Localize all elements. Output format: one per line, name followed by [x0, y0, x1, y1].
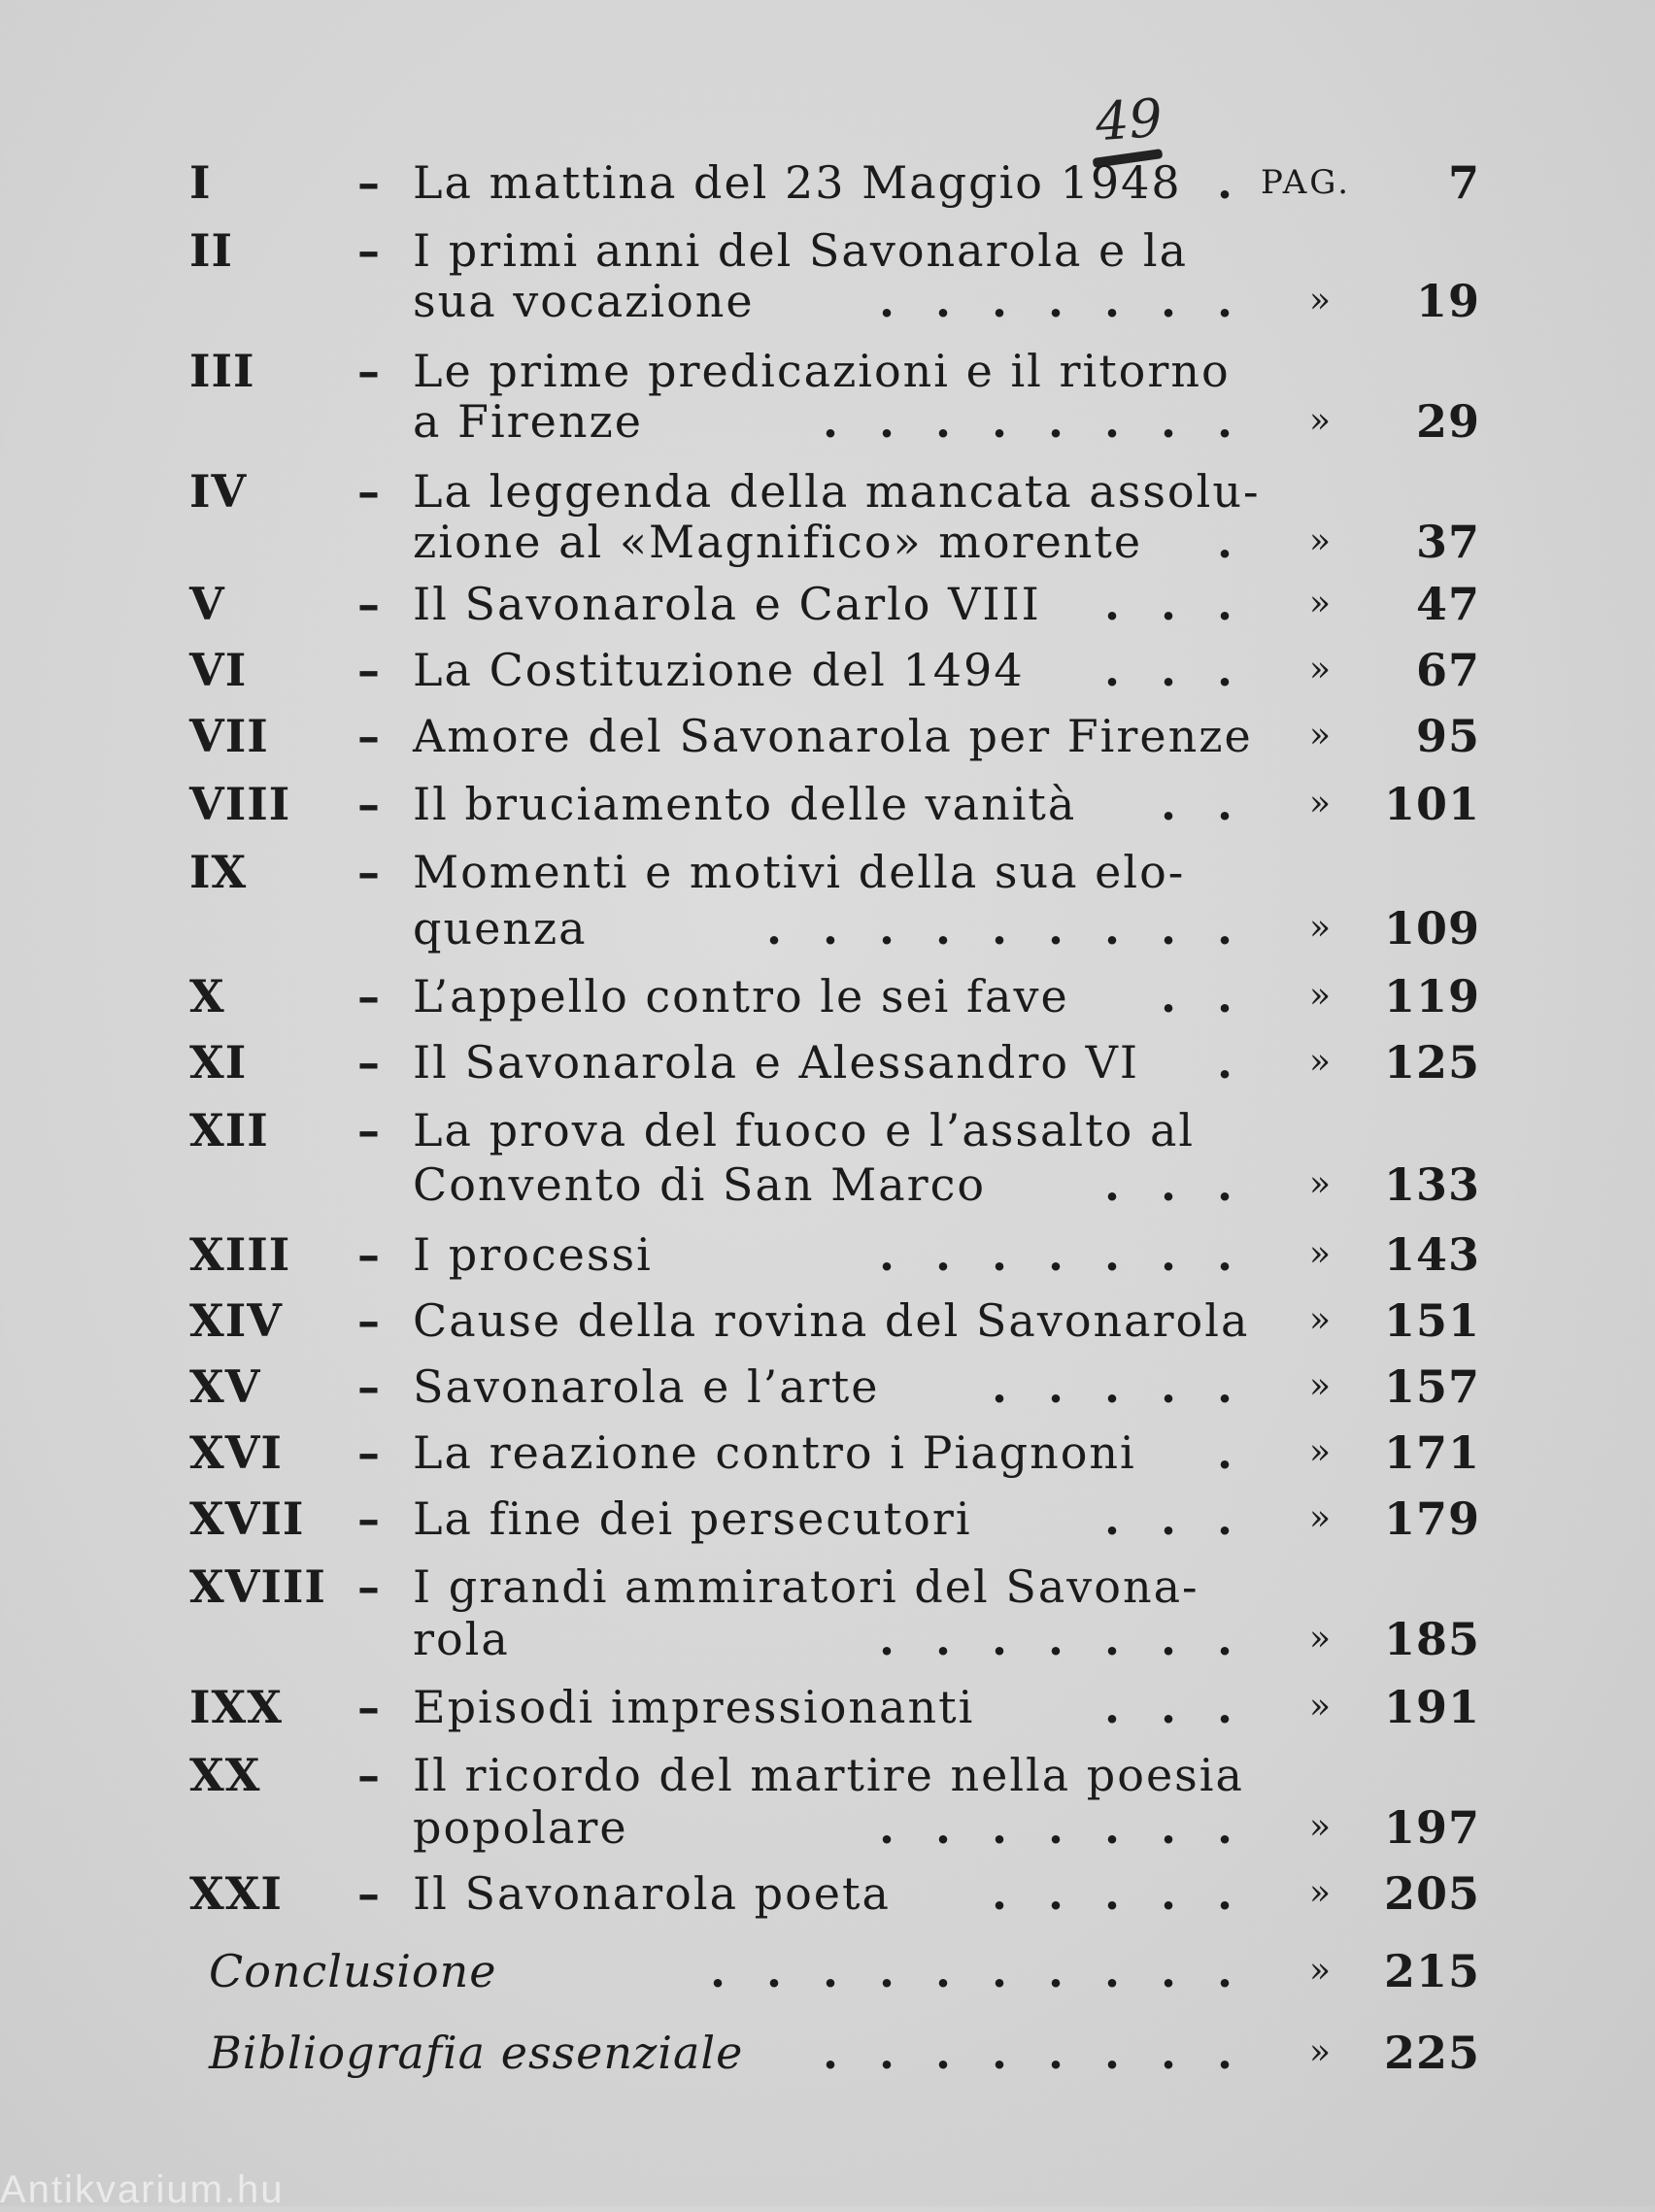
- chapter-number: XV: [189, 1360, 261, 1413]
- toc-entry: [0, 1678, 1655, 1736]
- leader-dots: . . . . . . .: [878, 1613, 1233, 1665]
- leader-dots: . . . . .: [991, 1867, 1233, 1920]
- ditto-mark: »: [1309, 2032, 1332, 2072]
- ditto-mark: »: [1309, 716, 1332, 755]
- page-number: 119: [1383, 970, 1480, 1022]
- dash-separator: –: [357, 1360, 380, 1413]
- toc-entry: [0, 843, 1655, 901]
- back-matter-entry: [0, 1942, 1655, 2000]
- chapter-title: quenza: [413, 902, 588, 955]
- page-number: 109: [1383, 902, 1480, 955]
- page-number: 151: [1383, 1294, 1480, 1347]
- toc-entry: [0, 1746, 1655, 1804]
- page-number: 157: [1383, 1360, 1480, 1413]
- chapter-number: VIII: [189, 778, 291, 830]
- chapter-title: Savonarola e l’arte: [413, 1360, 880, 1413]
- page-number: 197: [1383, 1801, 1480, 1854]
- chapter-number: XIII: [189, 1228, 291, 1281]
- dash-separator: –: [357, 970, 380, 1022]
- dash-separator: –: [357, 846, 380, 898]
- leader-dots: . . . . .: [991, 1360, 1233, 1413]
- back-matter-title: Conclusione: [209, 1945, 497, 1997]
- dash-separator: –: [357, 1036, 380, 1089]
- chapter-number: XIV: [189, 1294, 283, 1347]
- ditto-mark: »: [1309, 1687, 1332, 1726]
- chapter-number: XVI: [189, 1426, 283, 1479]
- chapter-title: I primi anni del Savonarola e la: [413, 224, 1189, 277]
- toc-entry: [0, 1225, 1655, 1284]
- ditto-mark: »: [1309, 1432, 1332, 1472]
- toc-entry: [0, 1490, 1655, 1548]
- toc-entry: [0, 707, 1655, 765]
- chapter-title: sua vocazione: [413, 275, 755, 327]
- dash-separator: –: [357, 1228, 380, 1281]
- chapter-number: IXX: [189, 1681, 283, 1733]
- toc-entry: [0, 1864, 1655, 1923]
- chapter-title: Amore del Savonarola per Firenze: [413, 710, 1253, 762]
- chapter-number: XXI: [189, 1867, 283, 1920]
- ditto-mark: »: [1309, 1951, 1332, 1991]
- page-number: 19: [1415, 275, 1480, 327]
- chapter-number: IX: [189, 846, 248, 898]
- toc-entry: [0, 1558, 1655, 1616]
- leader-dots: .: [1216, 156, 1233, 209]
- chapter-title: La leggenda della mancata assolu-: [413, 465, 1261, 518]
- toc-entry: [0, 153, 1655, 212]
- leader-dots: . . . . . . . .: [822, 395, 1233, 448]
- toc-entry: [0, 221, 1655, 280]
- leader-dots: . . .: [1103, 578, 1233, 630]
- chapter-title: L’appello contro le sei fave: [413, 970, 1069, 1022]
- chapter-title: Momenti e motivi della sua elo-: [413, 846, 1186, 898]
- ditto-mark: »: [1309, 1498, 1332, 1538]
- leader-dots: .: [1216, 1426, 1233, 1479]
- chapter-title: Le prime predicazioni e il ritorno: [413, 345, 1231, 397]
- leader-dots: . . . . . . . . . .: [709, 1945, 1233, 1997]
- toc-entry: [0, 1101, 1655, 1159]
- chapter-title: a Firenze: [413, 395, 643, 448]
- dash-separator: –: [357, 778, 380, 830]
- leader-dots: . . . . . . . . .: [765, 902, 1233, 955]
- ditto-mark: »: [1309, 976, 1332, 1016]
- chapter-number: X: [189, 970, 225, 1022]
- dash-separator: –: [357, 1426, 380, 1479]
- chapter-number: III: [189, 345, 255, 397]
- page-number: 101: [1383, 778, 1480, 830]
- page-number: 143: [1383, 1228, 1480, 1281]
- dash-separator: –: [357, 156, 380, 209]
- chapter-title: Convento di San Marco: [413, 1158, 987, 1211]
- chapter-number: XVII: [189, 1492, 305, 1545]
- chapter-title: Il bruciamento delle vanità: [413, 778, 1077, 830]
- ditto-mark: »: [1309, 521, 1332, 561]
- page-number: 179: [1383, 1492, 1480, 1545]
- page-number: 67: [1415, 644, 1480, 696]
- toc-entry-continuation: [0, 1610, 1655, 1668]
- chapter-number: V: [189, 578, 225, 630]
- page-number: 171: [1383, 1426, 1480, 1479]
- toc-entry: [0, 967, 1655, 1025]
- chapter-number: IV: [189, 465, 248, 518]
- chapter-number: VII: [189, 710, 269, 762]
- dash-separator: –: [357, 345, 380, 397]
- page-number: 133: [1383, 1158, 1480, 1211]
- dash-separator: –: [357, 224, 380, 277]
- chapter-title: popolare: [413, 1801, 628, 1854]
- toc-entry: [0, 1424, 1655, 1482]
- ditto-mark: »: [1309, 1873, 1332, 1913]
- ditto-mark: »: [1309, 650, 1332, 689]
- page-number: 95: [1415, 710, 1480, 762]
- leader-dots: . . .: [1103, 1681, 1233, 1733]
- page-number: 47: [1415, 578, 1480, 630]
- chapter-number: XX: [189, 1749, 261, 1801]
- dash-separator: –: [357, 465, 380, 518]
- dash-separator: –: [357, 1560, 380, 1613]
- page-number: 7: [1447, 156, 1480, 209]
- chapter-title: La prova del fuoco e l’assalto al: [413, 1104, 1196, 1156]
- dash-separator: –: [357, 644, 380, 696]
- chapter-number: XI: [189, 1036, 248, 1089]
- page-number: 225: [1383, 2027, 1480, 2079]
- ditto-mark: »: [1309, 1807, 1332, 1847]
- chapter-title: zione al «Magnifico» morente: [413, 516, 1143, 568]
- chapter-title: rola: [413, 1613, 510, 1665]
- leader-dots: . .: [1160, 970, 1233, 1022]
- dash-separator: –: [357, 1867, 380, 1920]
- chapter-number: XVIII: [189, 1560, 326, 1613]
- chapter-title: La fine dei persecutori: [413, 1492, 972, 1545]
- toc-entry-continuation: [0, 899, 1655, 957]
- ditto-mark: »: [1309, 1300, 1332, 1340]
- ditto-mark: »: [1309, 401, 1332, 441]
- chapter-title: Il ricordo del martire nella poesia: [413, 1749, 1244, 1801]
- dash-separator: –: [357, 710, 380, 762]
- toc-entry-continuation: [0, 1798, 1655, 1857]
- leader-dots: . . . . . . .: [878, 275, 1233, 327]
- leader-dots: .: [1216, 516, 1233, 568]
- leader-dots: . . .: [1103, 1158, 1233, 1211]
- pag-label: PAG.: [1261, 163, 1352, 202]
- leader-dots: .: [1216, 1036, 1233, 1089]
- toc-entry: [0, 1291, 1655, 1350]
- chapter-title: La reazione contro i Piagnoni: [413, 1426, 1136, 1479]
- chapter-title: Il Savonarola poeta: [413, 1867, 891, 1920]
- ditto-mark: »: [1309, 1164, 1332, 1204]
- ditto-mark: »: [1309, 281, 1332, 320]
- toc-entry: [0, 641, 1655, 699]
- ditto-mark: »: [1309, 1366, 1332, 1406]
- dash-separator: –: [357, 578, 380, 630]
- dash-separator: –: [357, 1294, 380, 1347]
- toc-entry: [0, 1033, 1655, 1091]
- toc-entry-continuation: [0, 272, 1655, 330]
- chapter-title: I processi: [413, 1228, 653, 1281]
- dash-separator: –: [357, 1492, 380, 1545]
- page-number: 29: [1415, 395, 1480, 448]
- page-number: 191: [1383, 1681, 1480, 1733]
- ditto-mark: »: [1309, 1042, 1332, 1082]
- toc-entry: [0, 342, 1655, 400]
- chapter-title: Il Savonarola e Alessandro VI: [413, 1036, 1140, 1089]
- watermark: Antikvarium.hu: [0, 2168, 285, 2211]
- chapter-title: Episodi impressionanti: [413, 1681, 975, 1733]
- back-matter-title: Bibliografia essenziale: [209, 2027, 744, 2079]
- chapter-number: VI: [189, 644, 248, 696]
- toc-entry-continuation: [0, 1156, 1655, 1214]
- page-number: 205: [1383, 1867, 1480, 1920]
- page-number: 185: [1383, 1613, 1480, 1665]
- page-number: 125: [1383, 1036, 1480, 1089]
- chapter-title: I grandi ammiratori del Savona-: [413, 1560, 1199, 1613]
- toc-entry: [0, 575, 1655, 633]
- chapter-title: La mattina del 23 Maggio 1948: [413, 156, 1182, 209]
- chapter-number: II: [189, 224, 234, 277]
- leader-dots: . . .: [1103, 1492, 1233, 1545]
- toc-entry: [0, 1357, 1655, 1416]
- handwritten-annotation: 49: [1093, 86, 1165, 153]
- leader-dots: . . . . . . . .: [822, 2027, 1233, 2079]
- chapter-title: Il Savonarola e Carlo VIII: [413, 578, 1041, 630]
- ditto-mark: »: [1309, 1234, 1332, 1274]
- back-matter-entry: [0, 2024, 1655, 2082]
- toc-entry-continuation: [0, 392, 1655, 451]
- toc-entry: [0, 462, 1655, 520]
- chapter-title: Cause della rovina del Savonarola: [413, 1294, 1250, 1347]
- toc-entry: [0, 775, 1655, 833]
- ditto-mark: »: [1309, 784, 1332, 823]
- dash-separator: –: [357, 1681, 380, 1733]
- dash-separator: –: [357, 1749, 380, 1801]
- page-number: 215: [1383, 1945, 1480, 1997]
- toc-entry-continuation: [0, 513, 1655, 571]
- ditto-mark: »: [1309, 584, 1332, 623]
- ditto-mark: »: [1309, 908, 1332, 948]
- chapter-number: XII: [189, 1104, 269, 1156]
- leader-dots: . . .: [1103, 644, 1233, 696]
- leader-dots: . .: [1160, 778, 1233, 830]
- dash-separator: –: [357, 1104, 380, 1156]
- leader-dots: . . . . . . .: [878, 1228, 1233, 1281]
- page-number: 37: [1415, 516, 1480, 568]
- ditto-mark: »: [1309, 1619, 1332, 1659]
- leader-dots: . . . . . . .: [878, 1801, 1233, 1854]
- chapter-title: La Costituzione del 1494: [413, 644, 1025, 696]
- chapter-number: I: [189, 156, 212, 209]
